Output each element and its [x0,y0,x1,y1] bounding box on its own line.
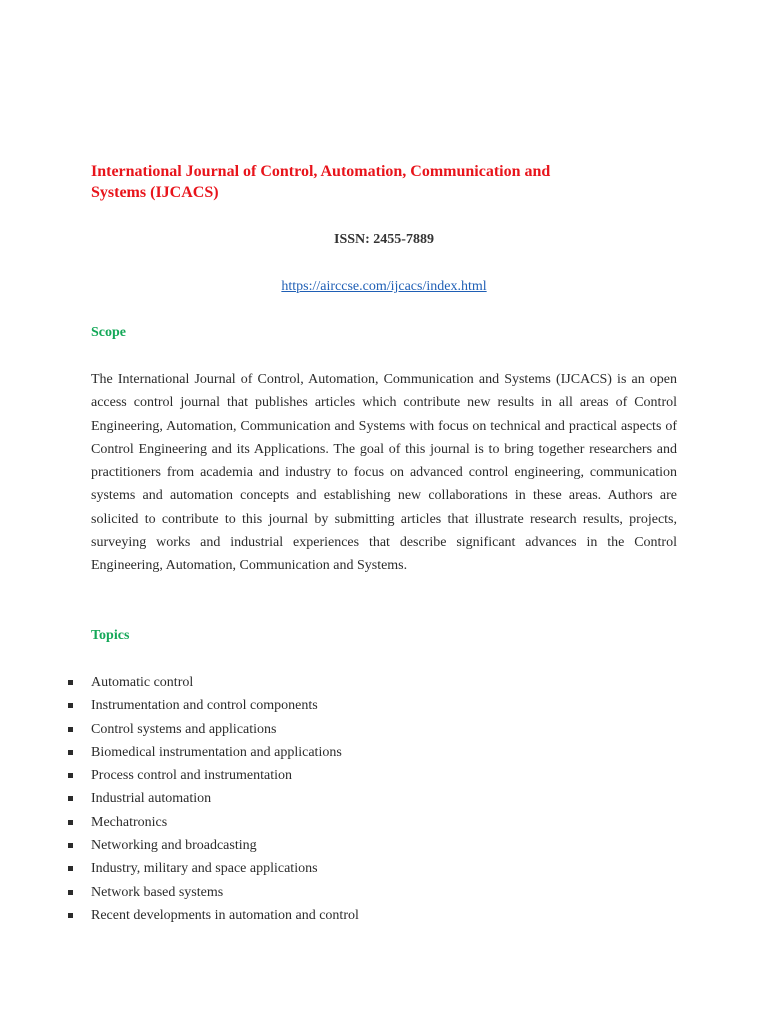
topic-label: Biomedical instrumentation and applications [91,744,342,760]
square-bullet-icon [68,820,73,825]
list-item [0,904,768,927]
list-item [0,694,768,717]
topic-label: Mechatronics [91,814,168,830]
square-bullet-icon [68,773,73,778]
issn-number: ISSN: 2455-7889 [334,232,434,247]
topic-label: Recent developments in automation and control [91,907,359,923]
topic-label: Automatic control [91,675,194,690]
square-bullet-icon [68,703,73,708]
scope-heading: Scope [91,325,126,340]
list-item [0,857,768,880]
scope-paragraph: The International Journal of Control, Automation, Communication and Systems (IJCACS) is an open access control journal that publishes articles which contribute new results in all areas of Control Engineering, Automation, Communication and Systems with focus on technical and practical aspects of Control Engineering and its Applications. The goal of this journal is to bring together researchers and practitioners from academia and industry to focus on advanced control engineering, communication systems and automation concepts and establishing new collaborations in these areas. Authors are solicited to contribute to this journal by submitting articles that illustrate research results, projects, surveying works and industrial experiences that describe significant advances in the Control Engineering, Automation, Communication and Systems. [91,372,677,574]
square-bullet-icon [68,727,73,732]
topic-label: Network based systems [91,884,224,900]
list-item [0,811,768,834]
list-item [0,834,768,857]
topic-label: Instrumentation and control components [91,698,318,714]
topic-label: Industry, military and space applications [91,861,318,877]
topic-label: Networking and broadcasting [91,838,257,854]
topic-label: Process control and instrumentation [91,768,293,784]
square-bullet-icon [68,866,73,871]
square-bullet-icon [68,680,73,685]
journal-url-link[interactable]: https://airccse.com/ijcacs/index.html [281,279,487,294]
list-item [0,741,768,764]
journal-title: International Journal of Control, Automation, Communication and Systems (IJCACS) [91,163,551,201]
list-item [0,671,768,694]
square-bullet-icon [68,750,73,755]
list-item [0,881,768,904]
list-item [0,718,768,741]
square-bullet-icon [68,913,73,918]
journal-url-line [0,278,768,296]
topic-label: Industrial automation [91,791,212,807]
topics-heading: Topics [91,628,130,643]
list-item [0,787,768,810]
square-bullet-icon [68,890,73,895]
square-bullet-icon [68,796,73,801]
square-bullet-icon [68,843,73,848]
list-item [0,764,768,787]
topic-label: Control systems and applications [91,721,277,737]
topics-list [0,671,768,927]
